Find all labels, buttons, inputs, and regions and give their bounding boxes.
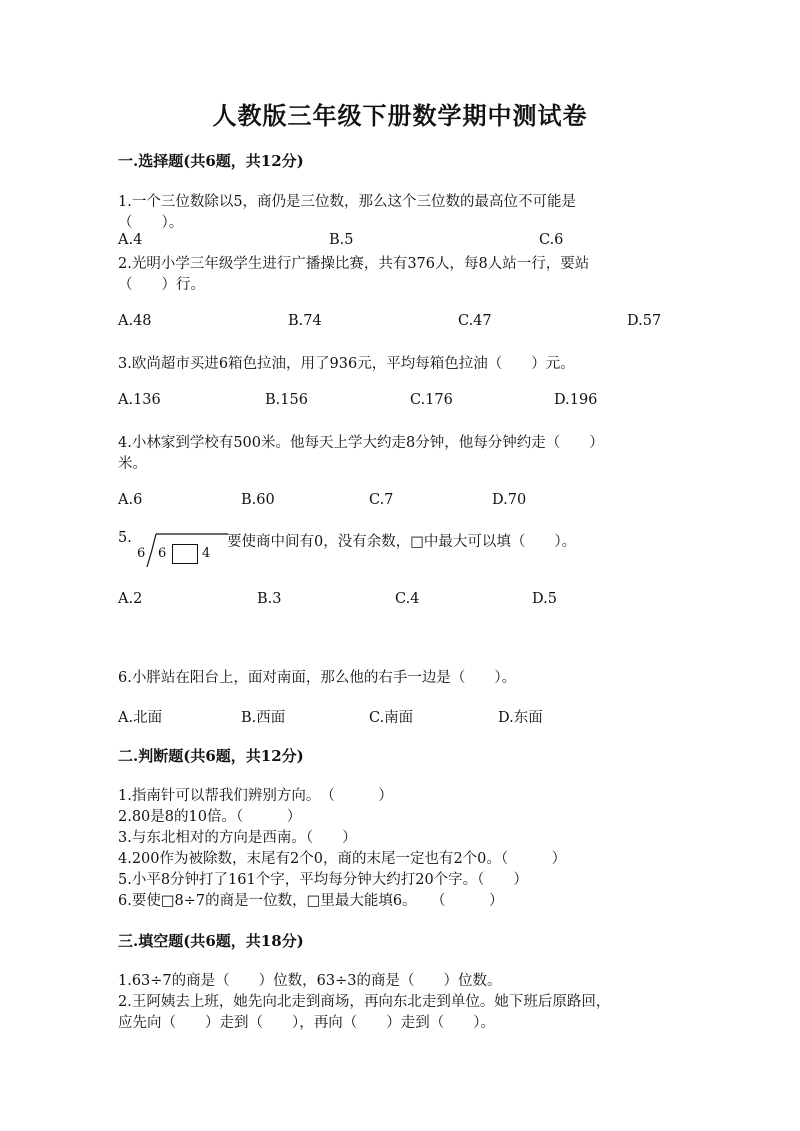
question-3-option-c[interactable]: C.176 (410, 392, 453, 408)
judge-item: 5.小平8分钟打了161个字，平均每分钟大约打20个字。（ ） (118, 872, 528, 888)
question-1-option-a[interactable]: A.4 (118, 232, 143, 248)
question-4-option-a[interactable]: A.6 (118, 492, 143, 508)
page-title: 人教版三年级下册数学期中测试卷 (212, 101, 588, 130)
section-1-heading: 一.选择题(共6题，共12分) (118, 152, 304, 170)
fill-question-2-cont: 应先向（ ）走到（ ），再向（ ）走到（ ）。 (118, 1015, 495, 1031)
question-6-option-a[interactable]: A.北面 (118, 710, 163, 726)
question-4-option-d[interactable]: D.70 (492, 492, 527, 508)
question-4-text: 4.小林家到学校有500米。他每天上学大约走8分钟，他每分钟约走（ ） (118, 435, 604, 451)
question-6-option-c[interactable]: C.南面 (369, 710, 414, 726)
judge-item: 3.与东北相对的方向是西南。（ ） (118, 830, 357, 846)
question-2-option-a[interactable]: A.48 (118, 313, 152, 329)
question-3-option-b[interactable]: B.156 (265, 392, 308, 408)
blank-box[interactable] (172, 544, 198, 564)
question-3-option-a[interactable]: A.136 (118, 392, 161, 408)
dividend-digit-1: 6 (158, 546, 167, 561)
question-2-option-c[interactable]: C.47 (458, 313, 492, 329)
question-2-text-cont: （ ）行。 (118, 277, 205, 293)
judge-item: 4.200作为被除数，末尾有2个0，商的末尾一定也有2个0。（ ） (118, 851, 567, 867)
question-2-option-d[interactable]: D.57 (627, 313, 662, 329)
question-2-text: 2.光明小学三年级学生进行广播操比赛，共有376人，每8人站一行，要站 (118, 256, 590, 272)
dividend-digit-3: 4 (202, 546, 211, 561)
fill-question-2: 2.王阿姨去上班，她先向北走到商场，再向东北走到单位。她下班后原路回， (118, 994, 611, 1010)
question-1-option-c[interactable]: C.6 (539, 232, 564, 248)
judge-item: 6.要使□8÷7的商是一位数，□里最大能填6。 （ ） (118, 893, 504, 909)
question-5-option-d[interactable]: D.5 (532, 591, 557, 607)
question-5-option-b[interactable]: B.3 (257, 591, 282, 607)
question-6-option-d[interactable]: D.东面 (498, 710, 543, 726)
divisor: 6 (137, 546, 146, 561)
judge-item: 2.80是8的10倍。（ ） (118, 809, 302, 825)
question-6-text: 6.小胖站在阳台上，面对南面，那么他的右手一边是（ ）。 (118, 670, 517, 686)
question-1-text: 1.一个三位数除以5，商仍是三位数，那么这个三位数的最高位不可能是 (118, 194, 577, 210)
question-5-option-c[interactable]: C.4 (395, 591, 420, 607)
section-3-heading: 三.填空题(共6题，共18分) (118, 932, 304, 950)
question-2-option-b[interactable]: B.74 (288, 313, 322, 329)
question-5-option-a[interactable]: A.2 (118, 591, 143, 607)
question-4-text-cont: 米。 (118, 456, 147, 472)
question-5-text: 要使商中间有0，没有余数，□中最大可以填（ ）。 (227, 534, 577, 550)
question-6-option-b[interactable]: B.西面 (241, 710, 286, 726)
fill-question-1: 1.63÷7的商是（ ）位数，63÷3的商是（ ）位数。 (118, 973, 502, 989)
question-3-text: 3.欧尚超市买进6箱色拉油，用了936元，平均每箱色拉油（ ）元。 (118, 356, 575, 372)
section-2-heading: 二.判断题(共6题，共12分) (118, 747, 304, 765)
question-1-option-b[interactable]: B.5 (329, 232, 354, 248)
question-3-option-d[interactable]: D.196 (554, 392, 598, 408)
judge-item: 1.指南针可以帮我们辨别方向。 （ ） (118, 788, 393, 804)
question-4-option-c[interactable]: C.7 (369, 492, 394, 508)
question-4-option-b[interactable]: B.60 (241, 492, 275, 508)
question-5-number: 5. (118, 530, 132, 546)
question-1-text-cont: （ ）。 (118, 215, 184, 231)
